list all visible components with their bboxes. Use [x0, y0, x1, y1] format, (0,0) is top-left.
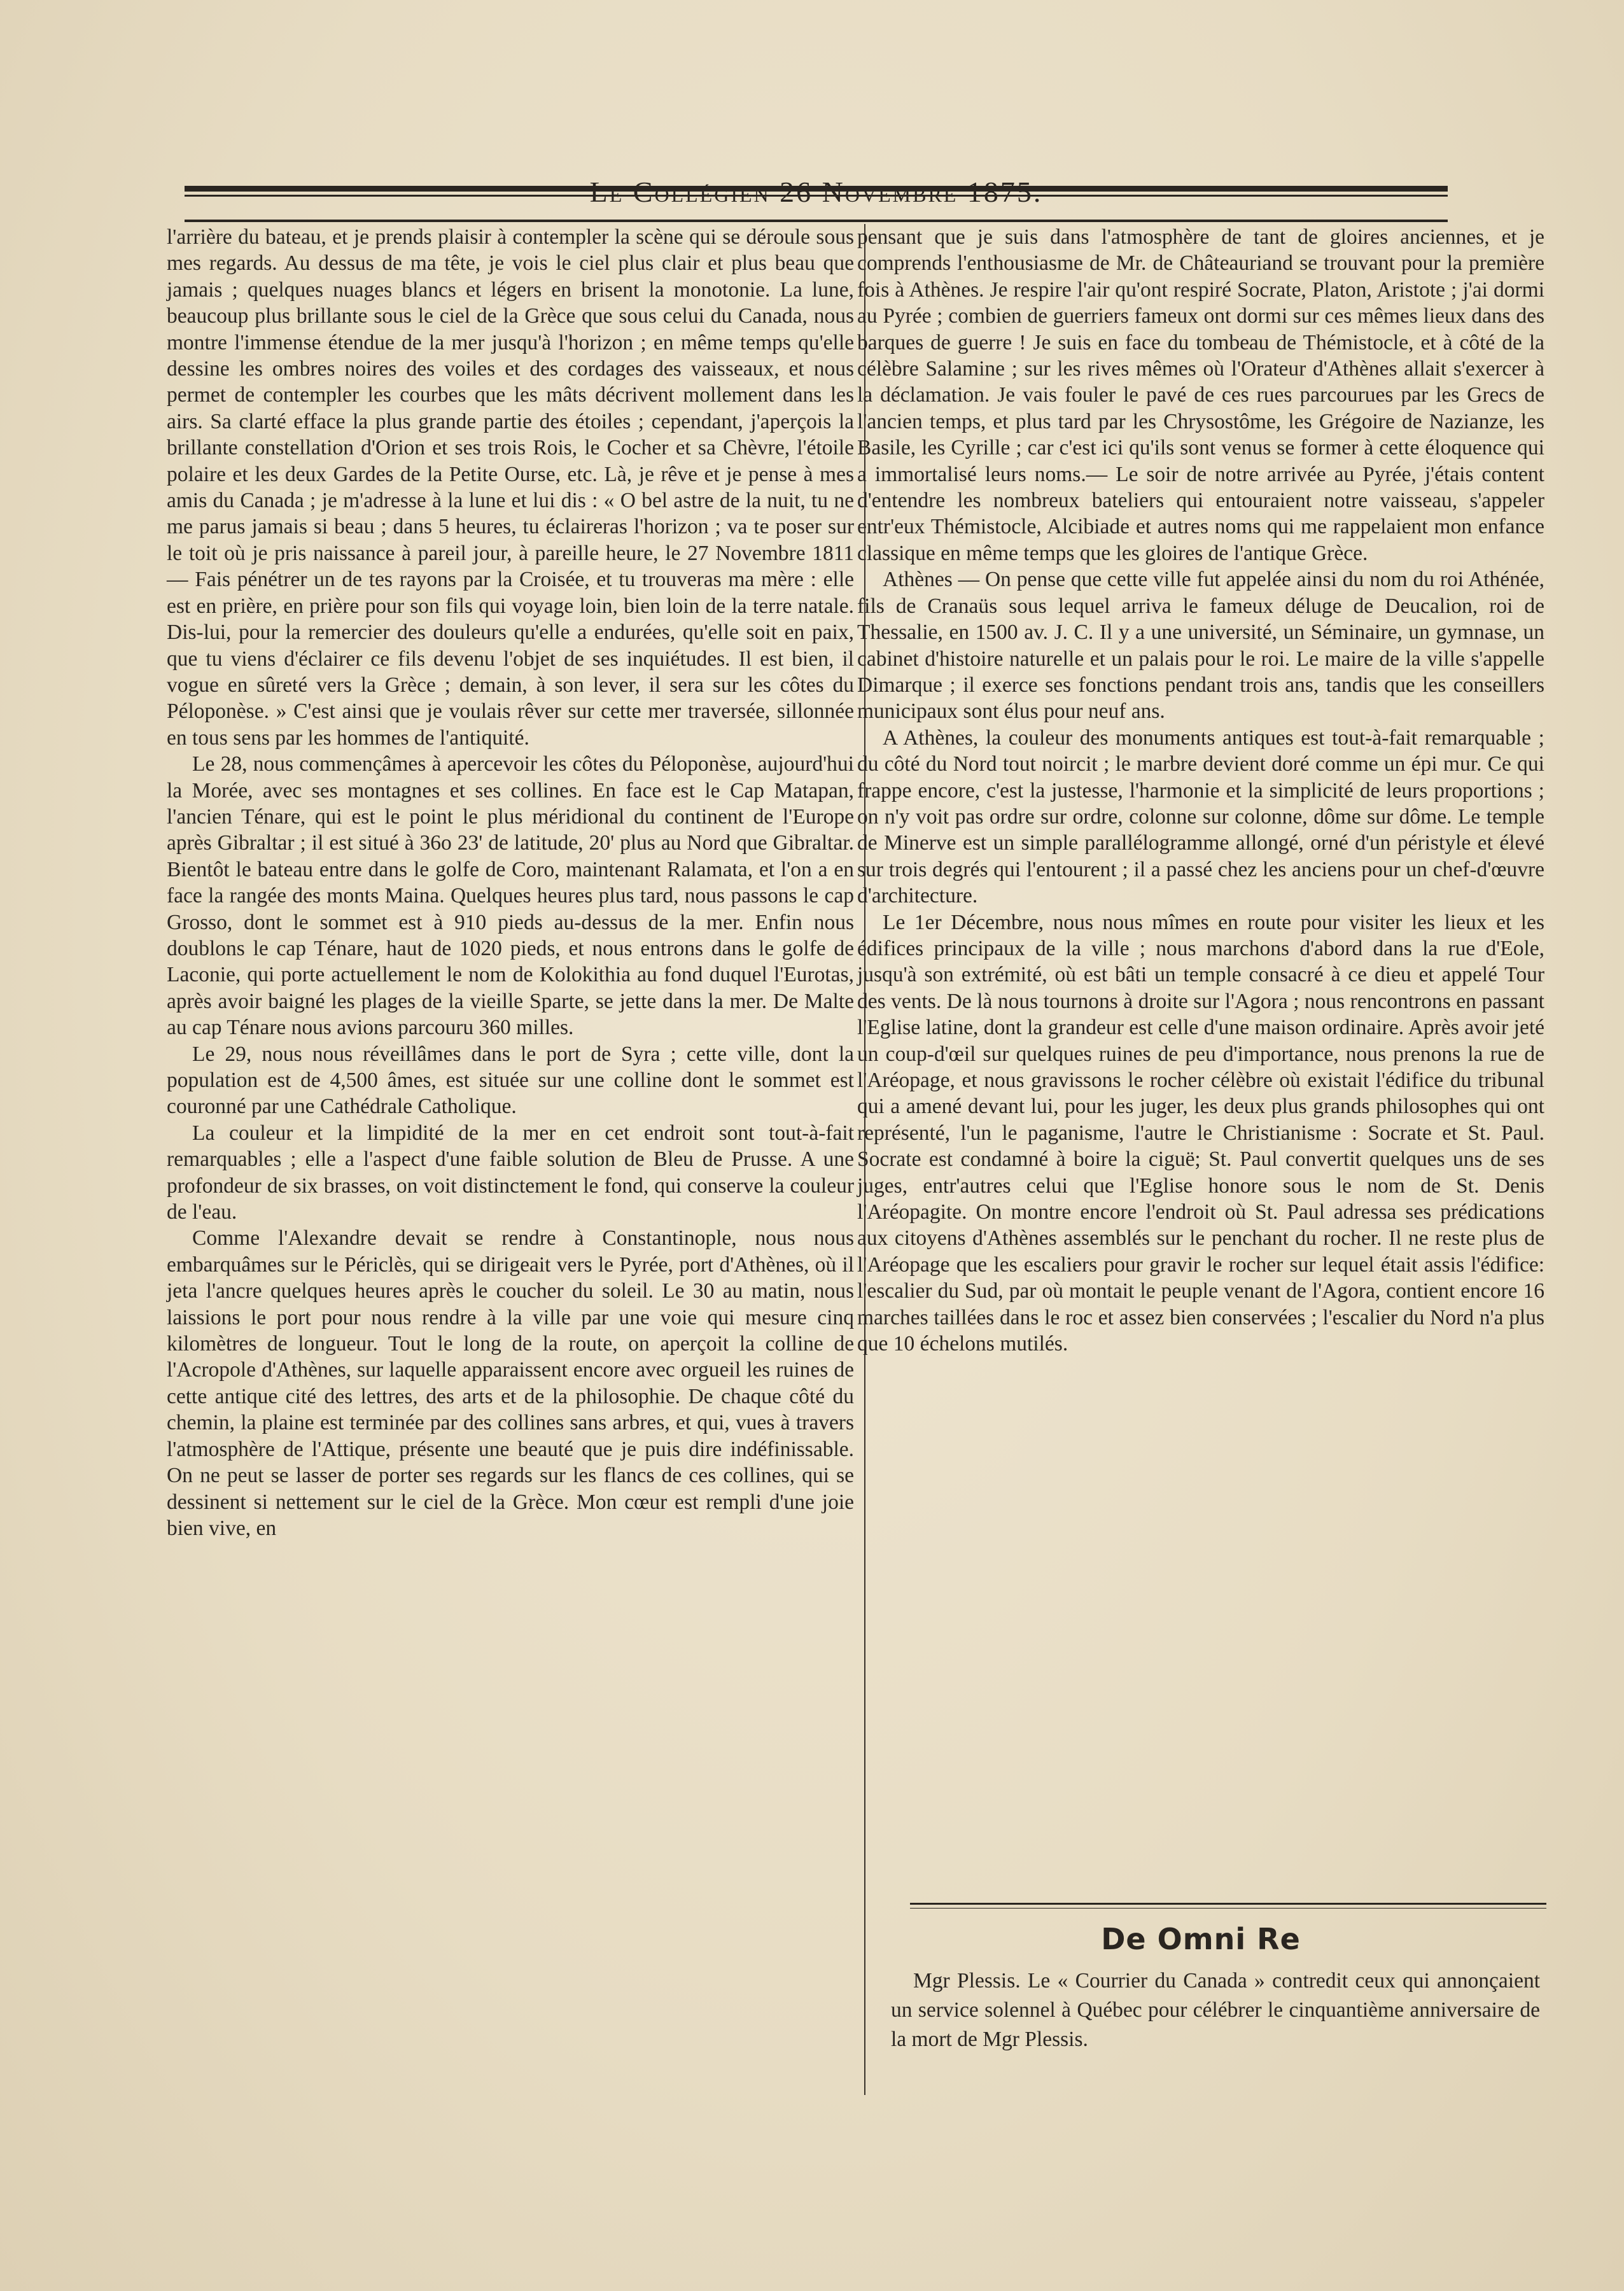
left-column	[167, 224, 854, 1541]
section-body	[891, 1966, 1540, 2054]
paragraph: Athènes — On pense que cette ville fut appelée ainsi du nom du roi Athénée, fils de Cranaüs sous lequel arriva le fameux déluge de Deucalion, roi de Thessalie, en 1500 av. J. C. Il y a une université, un Séminaire, un gymnase, un cabinet d'histoire naturelle et un palais pour le roi. Le maire de la ville s'appelle Dimarque ; il exerce ses fonctions pendant trois ans, tandis que les conseillers municipaux sont élus pour neuf ans.	[857, 568, 1544, 724]
paragraph: Le 1er Décembre, nous nous mîmes en route pour visiter les lieux et les édifices principaux de la ville ; nous marchons d'abord dans la rue d'Eole, jusqu'à son extrémité, où est bâti un temple consacré à ce dieu et appelé Tour des vents. De là nous tournons à droite sur l'Agora ; nous rencontrons en passant l'Eglise latine, dont la grandeur est celle d'une maison ordinaire. Après avoir jeté un coup-d'œil sur quelques ruines de peu d'importance, nous prenons la rue de l'Aréopage, et nous gravissons le rocher célèbre où existait l'édifice du tribunal qui a amené devant lui, pour les juger, les deux plus grands philosophes qui ont représenté, l'un le paganisme, l'autre le Christianisme : Socrate et St. Paul. Socrate est condamné à boire la ciguë; St. Paul convertit quelques uns de ses juges, entr'autres celui que l'Eglise honore sous le nom de St. Denis l'Aréopagite. On montre encore l'endroit où St. Paul adressa ses prédications aux citoyens d'Athènes assemblés sur le penchant du rocher. Il ne reste plus de l'Aréopage que les escaliers pour gravir le rocher sur lequel était assis l'édifice: l'escalier du Sud, par où montait le peuple venant de l'Agora, contient encore 16 marches taillées dans le roc et assez bien conservées ; l'escalier du Nord n'a plus que 10 échelons mutilés.	[857, 910, 1544, 1356]
paragraph: Comme l'Alexandre devait se rendre à Constantinople, nous nous embarquâmes sur le Périclès, qui se dirigeait vers le Pyrée, port d'Athènes, où il jeta l'ancre quelques heures après le coucher du soleil. Le 30 au matin, nous laissions le port pour nous rendre à la ville par une voie qui mesure cinq kilomètres de longueur. Tout le long de la route, on aperçoit la colline de l'Acropole d'Athènes, sur laquelle apparaissent encore avec orgueil les ruines de cette antique cité des lettres, des arts et de la philosophie. De chaque côté du chemin, la plaine est terminée par des collines sans arbres, et qui, vues à travers l'atmosphère de l'Attique, présente une beauté que je puis dire indéfinissable. On ne peut se lasser de porter ses regards sur les flancs de ces collines, qui se dessinent si nettement sur le ciel de la Grèce. Mon cœur est rempli d'une joie bien vive, en	[167, 1226, 854, 1540]
section-rule	[910, 1903, 1546, 1905]
right-column	[857, 224, 1544, 1357]
paragraph: Le 29, nous nous réveillâmes dans le port de Syra ; cette ville, dont la population est de 4,500 âmes, est située sur une colline dont le sommet est couronné par une Cathédrale Catholique.	[167, 1042, 854, 1119]
paragraph: l'arrière du bateau, et je prends plaisir à contempler la scène qui se déroule sous mes regards. Au dessus de ma tête, je vois le ciel plus clair et plus beau que jamais ; quelques nuages blancs et légers en brisent la monotonie. La lune, beaucoup plus brillante sous le ciel de la Grèce que sous celui du Canada, nous montre l'immense étendue de la mer jusqu'à l'horizon ; en même temps qu'elle dessine les ombres noires des voiles et des cordages des vaisseaux, et nous permet de contempler les courbes que les mâts décrivent mollement dans les airs. Sa clarté efface la plus grande partie des étoiles ; cependant, j'aperçois la brillante constellation d'Orion et ses trois Rois, le Cocher et sa Chèvre, l'étoile polaire et les deux Gardes de la Petite Ourse, etc. Là, je rêve et je pense à mes amis du Canada ; je m'adresse à la lune et lui dis : « O bel astre de la nuit, tu ne me parus jamais si beau ; dans 5 heures, tu éclaireras l'horizon ; va te poser sur le toit où je pris naissance à pareil jour, à pareille heure, le 27 Novembre 1811 — Fais pénétrer un de tes rayons par la Croisée, et tu trouveras ma mère : elle est en prière, en prière pour son fils qui voyage loin, bien loin de la terre natale. Dis-lui, pour la remercier des douleurs qu'elle a endurées, qu'elle soit en paix, que tu viens d'éclairer ce fils devenu l'objet de ses inquiétudes. Il est bien, il vogue en sûreté vers la Grèce ; demain, à son lever, il sera sur les côtes du Péloponèse. » C'est ainsi que je voulais rêver sur cette mer traversée, sillonnée en tous sens par les hommes de l'antiquité.	[167, 225, 854, 750]
masthead: Le Collégien 26 Novembre 1875.	[589, 176, 1043, 208]
paragraph: Le 28, nous commençâmes à apercevoir les côtes du Péloponèse, aujourd'hui la Morée, avec ses montagnes et ses collines. En face est le Cap Matapan, l'ancien Ténare, qui est le point le plus méridional du continent de l'Europe après Gibraltar ; il est situé à 36o 23' de latitude, 20' plus au Nord que Gibraltar. Bientôt le bateau entre dans le golfe de Coro, maintenant Ralamata, et l'on a en face la rangée des monts Maina. Quelques heures plus tard, nous passons le cap Grosso, dont le sommet est à 910 pieds au-dessus de la mer. Enfin nous doublons le cap Ténare, haut de 1020 pieds, et nous entrons dans le golfe de Laconie, qui porte actuellement le nom de Kolokithia au fond duquel l'Eurotas, après avoir baigné les plages de la vieille Sparte, se jette dans la mer. De Malte au cap Ténare nous avions parcouru 360 milles.	[167, 752, 854, 1040]
section-title: De Omni Re	[1101, 1922, 1301, 1956]
masthead-rule-bottom	[185, 220, 1448, 222]
section-rule-thin	[910, 1908, 1546, 1909]
paragraph: Mgr Plessis. Le « Courrier du Canada » contredit ceux qui annonçaient un service solennel à Québec pour célébrer le cinquantième anniversaire de la mort de Mgr Plessis.	[891, 1969, 1540, 2051]
paragraph: pensant que je suis dans l'atmosphère de tant de gloires anciennes, et je comprends l'enthousiasme de Mr. de Châteauriand se trouvant pour la première fois à Athènes. Je respire l'air qu'ont respiré Socrate, Platon, Aristote ; j'ai dormi au Pyrée ; combien de guerriers fameux ont dormi sur ces mêmes lieux dans des barques de guerre ! Je suis en face du tombeau de Thémistocle, et à côté de la célèbre Salamine ; sur les rives mêmes où l'Orateur d'Athènes allait s'exercer à la déclamation. Je vais fouler le pavé de ces rues parcourues par les Grecs de l'ancien temps, et plus tard par les Chrysostôme, les Grégoire de Nazianze, les Basile, les Cyrille ; car c'est ici qu'ils sont venus se former à cette éloquence qui a immortalisé leurs noms.— Le soir de notre arrivée au Pyrée, j'étais content d'entendre les nombreux bateliers qui entouraient notre vaisseau, s'appeler entr'eux Thémistocle, Alcibiade et autres noms qui me rappelaient mon enfance classique en même temps que les gloires de l'antique Grèce.	[857, 225, 1544, 565]
paragraph: La couleur et la limpidité de la mer en cet endroit sont tout-à-fait remarquables ; elle a l'aspect d'une faible solution de Bleu de Prusse. A une profondeur de six brasses, on voit distinctement le fond, qui conserve la couleur de l'eau.	[167, 1121, 854, 1224]
paragraph: A Athènes, la couleur des monuments antiques est tout-à-fait remarquable ; du côté du Nord tout noircit ; le marbre devient doré comme un épi mur. Ce qui frappe encore, c'est la justesse, l'harmonie et la simplicité de leurs proportions ; on n'y voit pas ordre sur ordre, colonne sur colonne, dôme sur dôme. Le temple de Minerve est un simple parallélogramme allongé, orné d'un péristyle et élevé sur trois degrés qui l'entourent ; il a passé chez les anciens pour un chef-d'œuvre d'architecture.	[857, 725, 1544, 908]
